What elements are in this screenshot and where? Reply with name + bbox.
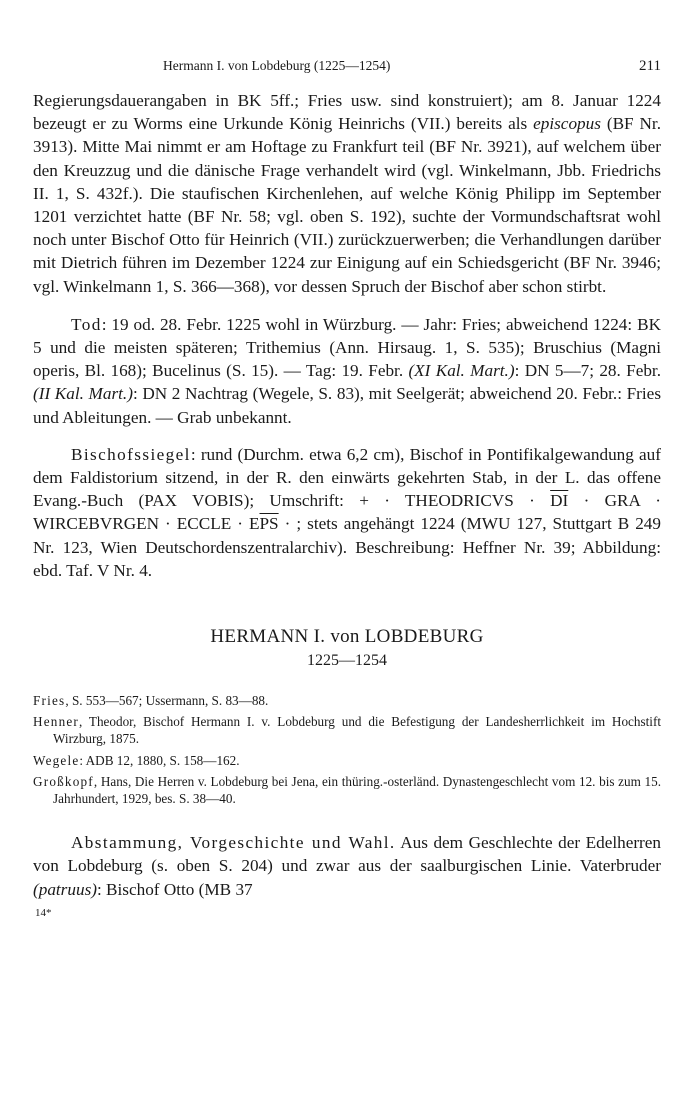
paragraph-origin [33,831,661,901]
document-page [33,58,661,919]
italic-run: (XI Kal. Mart.) [408,361,515,381]
bibliography-entry [33,773,661,807]
text-run: : rund (Durchm. etwa 6,2 cm), Bischof in Pontifikalgewandung auf dem Faldistorium sitzend, in der R. den einwärts gekehrten Stab, in der L. das offene Evang.-Buch (PAX VOBIS); Umschrift: + · THEODRICVS · [33,444,661,511]
paragraph-seal [33,443,661,582]
lead-term: Tod [71,314,102,334]
lead-term: Abstammung, Vorgeschichte und Wahl. [71,833,396,853]
text-run: : Bischof Otto (MB 37 [96,879,253,899]
lead-term: Bischofssiegel [71,444,191,464]
section-years: 1225—1254 [307,652,387,670]
abbreviation: $\overline{PS}$ [259,514,279,534]
text-run: : DN 5—7; 28. Febr. [514,361,661,381]
entry-text: , S. 553—567; Ussermann, S. 83—88. [65,693,269,709]
text-run: : DN 2 Nachtrag (Wegele, S. 83), mit Seelgerät; abweichend 20. Febr.: Fries und Ableitungen. — Grab unbekannt. [33,384,662,427]
author: Wegele [33,752,80,768]
entry-text: , Theodor, Bischof Hermann I. v. Lobdeburg und die Befestigung der Landesherrlichkeit im Hochstift Wirzburg, 1875. [53,714,661,747]
author: Henner [33,714,80,730]
abbreviation: $\overline{DI}$ [550,491,569,511]
text-run: : 19 od. 28. Febr. 1225 wohl in Würzburg. — Jahr: Fries; abweichend 1224: BK 5 und die meisten späteren; Trithemius (Ann. Hirsaug. 1, S. 535); Bruschius (Magni operis, Bl. 168); Bucelinus (S. 15). — Tag: 19. Febr. [33,314,661,381]
signature-mark: 14* [35,906,52,919]
text-run: · GRA · WIRCEBVRGEN · ECCLE · E [33,491,661,534]
author: Fries [33,693,66,709]
section-title: HERMANN I. von LOBDEBURG [210,626,484,648]
text-run: (BF Nr. 3913). Mitte Mai nimmt er am Hoftage zu Frankfurt teil (BF Nr. 3921), auf welchem über den Kreuzzug und die dänische Frage verhandelt wird (vgl. Winkelmann, Jbb. Friedrichs II. 1, S. 432f.). Die staufischen Kirchenlehen, auf welche König Philipp im September 1201 verzichtet hatte (BF Nr. 58; vgl. oben S. 192), suchte der Vormundschaftsrat wohl noch unter Bischof Otto für Heinrich (VII.) zurückzuerwerben; die Verhandlungen darüber mit Dietrich führen im Dezember 1224 zur Einigung auf ein Schiedsgericht (BF Nr. 3946; vgl. Winkelmann 1, S. 366—368), vor dessen Spruch der Bischof aber schon stirbt. [33,114,661,296]
paragraph-death [33,313,661,429]
entry-text: : ADB 12, 1880, S. 158—162. [79,752,240,768]
bibliography-entry [33,692,661,709]
author: Großkopf [33,773,94,789]
page-number: 211 [639,58,661,74]
running-title: Hermann I. von Lobdeburg (1225—1254) [163,58,391,73]
italic-run: (II Kal. Mart.) [33,384,133,404]
text-run: Aus dem Geschlechte der Edelherren von Lobdeburg (s. oben S. 204) und zwar aus der saalburgischen Linie. Vaterbruder [33,833,662,876]
italic-run: (patruus) [33,879,97,899]
italic-run: episcopus [533,114,601,134]
bibliography-entry [33,713,661,747]
text-run: · ; stets angehängt 1224 (MWU 127, Stuttgart B 249 Nr. 123, Wien Deutschordenszentralarchiv). Beschreibung: Heffner Nr. 39; Abbildung: ebd. Taf. V Nr. 4. [33,514,661,580]
text-run: Regierungsdauerangaben in BK 5ff.; Fries usw. sind konstruiert); am 8. Januar 1224 bezeugt er zu Worms eine Urkunde König Heinrichs (VII.) bereits als [33,91,661,134]
paragraph-reign [33,89,661,298]
bibliography [33,692,661,807]
running-header [33,58,661,75]
bibliography-entry [33,752,661,769]
entry-text: , Hans, Die Herren v. Lobdeburg bei Jena, ein thüring.-osterländ. Dynastengeschlecht vom 12. bis zum 15. Jahrhundert, 1929, bes. S. 38—40. [53,773,661,807]
